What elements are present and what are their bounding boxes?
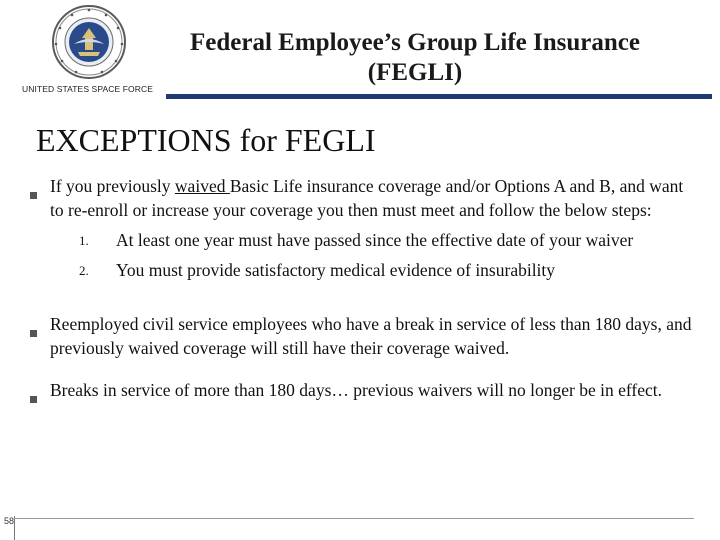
bullet-3-text: Breaks in service of more than 180 days… previous waivers will no longer be in effect. [50, 380, 663, 400]
square-bullet-icon [30, 319, 37, 326]
step-number: 1. [79, 233, 89, 248]
bullet-reemployed [30, 312, 695, 360]
bullet-1-text-emphasis: waived [174, 176, 230, 196]
step-number: 2. [79, 263, 89, 278]
header-rule [166, 94, 712, 99]
title-line-1: Federal Employee’s Group Life Insurance [190, 29, 640, 56]
bullet-1-text-post: Basic Life insurance coverage and/or Options A and B, and want to re-enroll or increase your coverage you then must meet and follow the below steps: [50, 176, 684, 220]
step-text: You must provide satisfactory medical evidence of insurability [116, 260, 556, 280]
organization-label: UNITED STATES SPACE FORCE [22, 84, 153, 94]
bullet-1-text-pre: If you previously [50, 176, 175, 196]
steps-list [50, 228, 695, 282]
slide-body [30, 174, 695, 402]
square-bullet-icon [30, 181, 37, 188]
bullet-waived-coverage [30, 174, 695, 282]
bullet-breaks-in-service [30, 378, 695, 402]
square-bullet-icon [30, 385, 37, 392]
footer-divider [14, 518, 694, 519]
slide-heading: EXCEPTIONS for FEGLI [36, 122, 376, 158]
title-line-2: (FEGLI) [367, 59, 463, 86]
step-item [50, 228, 695, 252]
footer-vertical-divider [14, 516, 15, 540]
bullet-2-text: Reemployed civil service employees who have a break in service of less than 180 days, and previously waived coverage will still have their coverage waived. [50, 314, 692, 358]
page-number: 58 [4, 516, 15, 526]
page-title [150, 28, 680, 88]
step-item [50, 258, 695, 282]
step-text: At least one year must have passed since the effective date of your waiver [116, 230, 634, 250]
department-of-the-air-force-seal-icon [44, 4, 134, 80]
